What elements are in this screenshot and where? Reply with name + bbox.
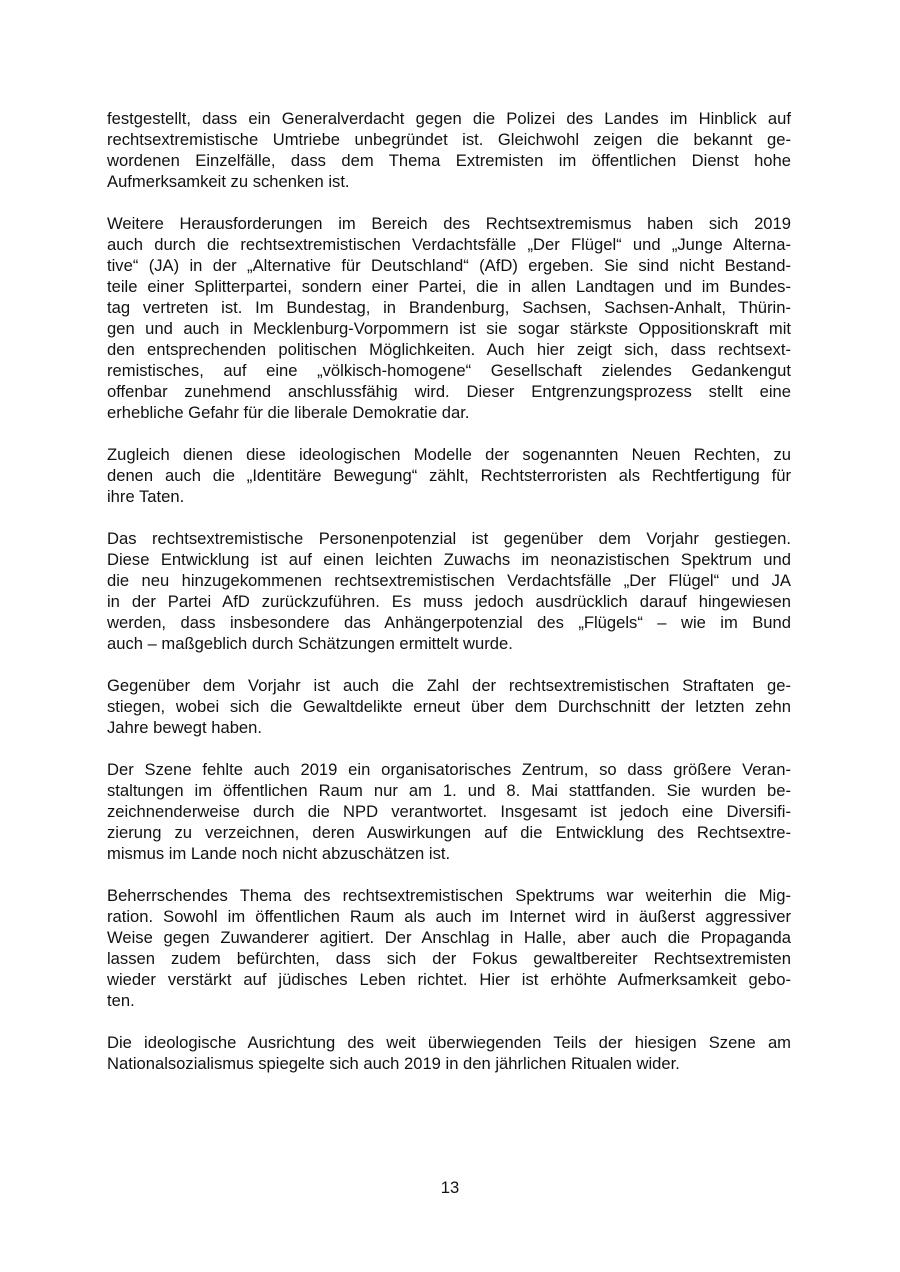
text-line: teile einer Splitterpartei, sondern einer Partei, die in allen Landtagen und im Bundes- bbox=[107, 277, 791, 296]
text-line: denen auch die „Identitäre Bewegung“ zählt, Rechtsterroristen als Rechtfertigung für bbox=[107, 466, 791, 485]
text-line: remistisches, auf eine „völkisch-homogene“ Gesellschaft zielendes Gedankengut bbox=[107, 361, 791, 380]
text-line: stiegen, wobei sich die Gewaltdelikte erneut über dem Durchschnitt der letzten zehn bbox=[107, 697, 791, 716]
text-line: Weise gegen Zuwanderer agitiert. Der Anschlag in Halle, aber auch die Propaganda bbox=[107, 928, 791, 947]
text-line: ration. Sowohl im öffentlichen Raum als auch im Internet wird in äußerst aggressiver bbox=[107, 907, 791, 926]
paragraph bbox=[107, 213, 791, 423]
text-line: auch – maßgeblich durch Schätzungen ermittelt wurde. bbox=[107, 634, 513, 653]
text-line: auch durch die rechtsextremistischen Verdachtsfälle „Der Flügel“ und „Junge Alterna- bbox=[107, 235, 791, 254]
text-line: tive“ (JA) in der „Alternative für Deutschland“ (AfD) ergeben. Sie sind nicht Bestand- bbox=[107, 256, 791, 275]
text-line: wordenen Einzelfälle, dass dem Thema Extremisten im öffentlichen Dienst hohe bbox=[107, 151, 791, 170]
text-line: zeichnenderweise durch die NPD verantwortet. Insgesamt ist jedoch eine Diversifi- bbox=[107, 802, 791, 821]
text-line: wieder verstärkt auf jüdisches Leben richtet. Hier ist erhöhte Aufmerksamkeit gebo- bbox=[107, 970, 791, 989]
paragraph bbox=[107, 759, 791, 864]
text-line: rechtsextremistische Umtriebe unbegründet ist. Gleichwohl zeigen die bekannt ge- bbox=[107, 130, 791, 149]
text-line: Die ideologische Ausrichtung des weit überwiegenden Teils der hiesigen Szene am bbox=[107, 1033, 791, 1052]
text-line: mismus im Lande noch nicht abzuschätzen ist. bbox=[107, 844, 451, 863]
text-line: Gegenüber dem Vorjahr ist auch die Zahl der rechtsextremistischen Straftaten ge- bbox=[107, 676, 791, 695]
page-number: 13 bbox=[440, 1178, 460, 1197]
paragraph bbox=[107, 444, 791, 507]
paragraph bbox=[107, 528, 791, 654]
text-line: erhebliche Gefahr für die liberale Demokratie dar. bbox=[107, 403, 470, 422]
text-line: tag vertreten ist. Im Bundestag, in Brandenburg, Sachsen, Sachsen-Anhalt, Thürin- bbox=[107, 298, 791, 317]
text-line: lassen zudem befürchten, dass sich der Fokus gewaltbereiter Rechtsextremisten bbox=[107, 949, 791, 968]
text-line: Das rechtsextremistische Personenpotenzial ist gegenüber dem Vorjahr gestiegen. bbox=[107, 529, 791, 548]
text-line: den entsprechenden politischen Möglichkeiten. Auch hier zeigt sich, dass rechtsext- bbox=[107, 340, 791, 359]
text-line: Jahre bewegt haben. bbox=[107, 718, 262, 737]
paragraph bbox=[107, 675, 791, 738]
text-line: in der Partei AfD zurückzuführen. Es muss jedoch ausdrücklich darauf hingewiesen bbox=[107, 592, 791, 611]
text-line: Nationalsozialismus spiegelte sich auch 2019 in den jährlichen Ritualen wider. bbox=[107, 1054, 680, 1073]
text-line: Weitere Herausforderungen im Bereich des Rechtsextremismus haben sich 2019 bbox=[107, 214, 791, 233]
text-line: ihre Taten. bbox=[107, 487, 185, 506]
paragraph bbox=[107, 1032, 791, 1074]
text-line: Aufmerksamkeit zu schenken ist. bbox=[107, 172, 350, 191]
text-line: werden, dass insbesondere das Anhängerpotenzial des „Flügels“ – wie im Bund bbox=[107, 613, 791, 632]
paragraph bbox=[107, 885, 791, 1011]
paragraph bbox=[107, 108, 791, 192]
text-line: ten. bbox=[107, 991, 135, 1010]
text-line: zierung zu verzeichnen, deren Auswirkungen auf die Entwicklung des Rechtsextre- bbox=[107, 823, 791, 842]
text-line: Zugleich dienen diese ideologischen Modelle der sogenannten Neuen Rechten, zu bbox=[107, 445, 791, 464]
body-text bbox=[107, 108, 791, 1095]
text-line: offenbar zunehmend anschlussfähig wird. Dieser Entgrenzungsprozess stellt eine bbox=[107, 382, 791, 401]
text-line: festgestellt, dass ein Generalverdacht gegen die Polizei des Landes im Hinblick auf bbox=[107, 109, 791, 128]
text-line: die neu hinzugekommenen rechtsextremistischen Verdachtsfälle „Der Flügel“ und JA bbox=[107, 571, 791, 590]
text-line: Beherrschendes Thema des rechtsextremistischen Spektrums war weiterhin die Mig- bbox=[107, 886, 791, 905]
text-line: gen und auch in Mecklenburg-Vorpommern ist sie sogar stärkste Oppositionskraft mit bbox=[107, 319, 791, 338]
text-line: Der Szene fehlte auch 2019 ein organisatorisches Zentrum, so dass größere Veran- bbox=[107, 760, 791, 779]
text-line: staltungen im öffentlichen Raum nur am 1. und 8. Mai stattfanden. Sie wurden be- bbox=[107, 781, 791, 800]
text-line: Diese Entwicklung ist auf einen leichten Zuwachs im neonazistischen Spektrum und bbox=[107, 550, 791, 569]
